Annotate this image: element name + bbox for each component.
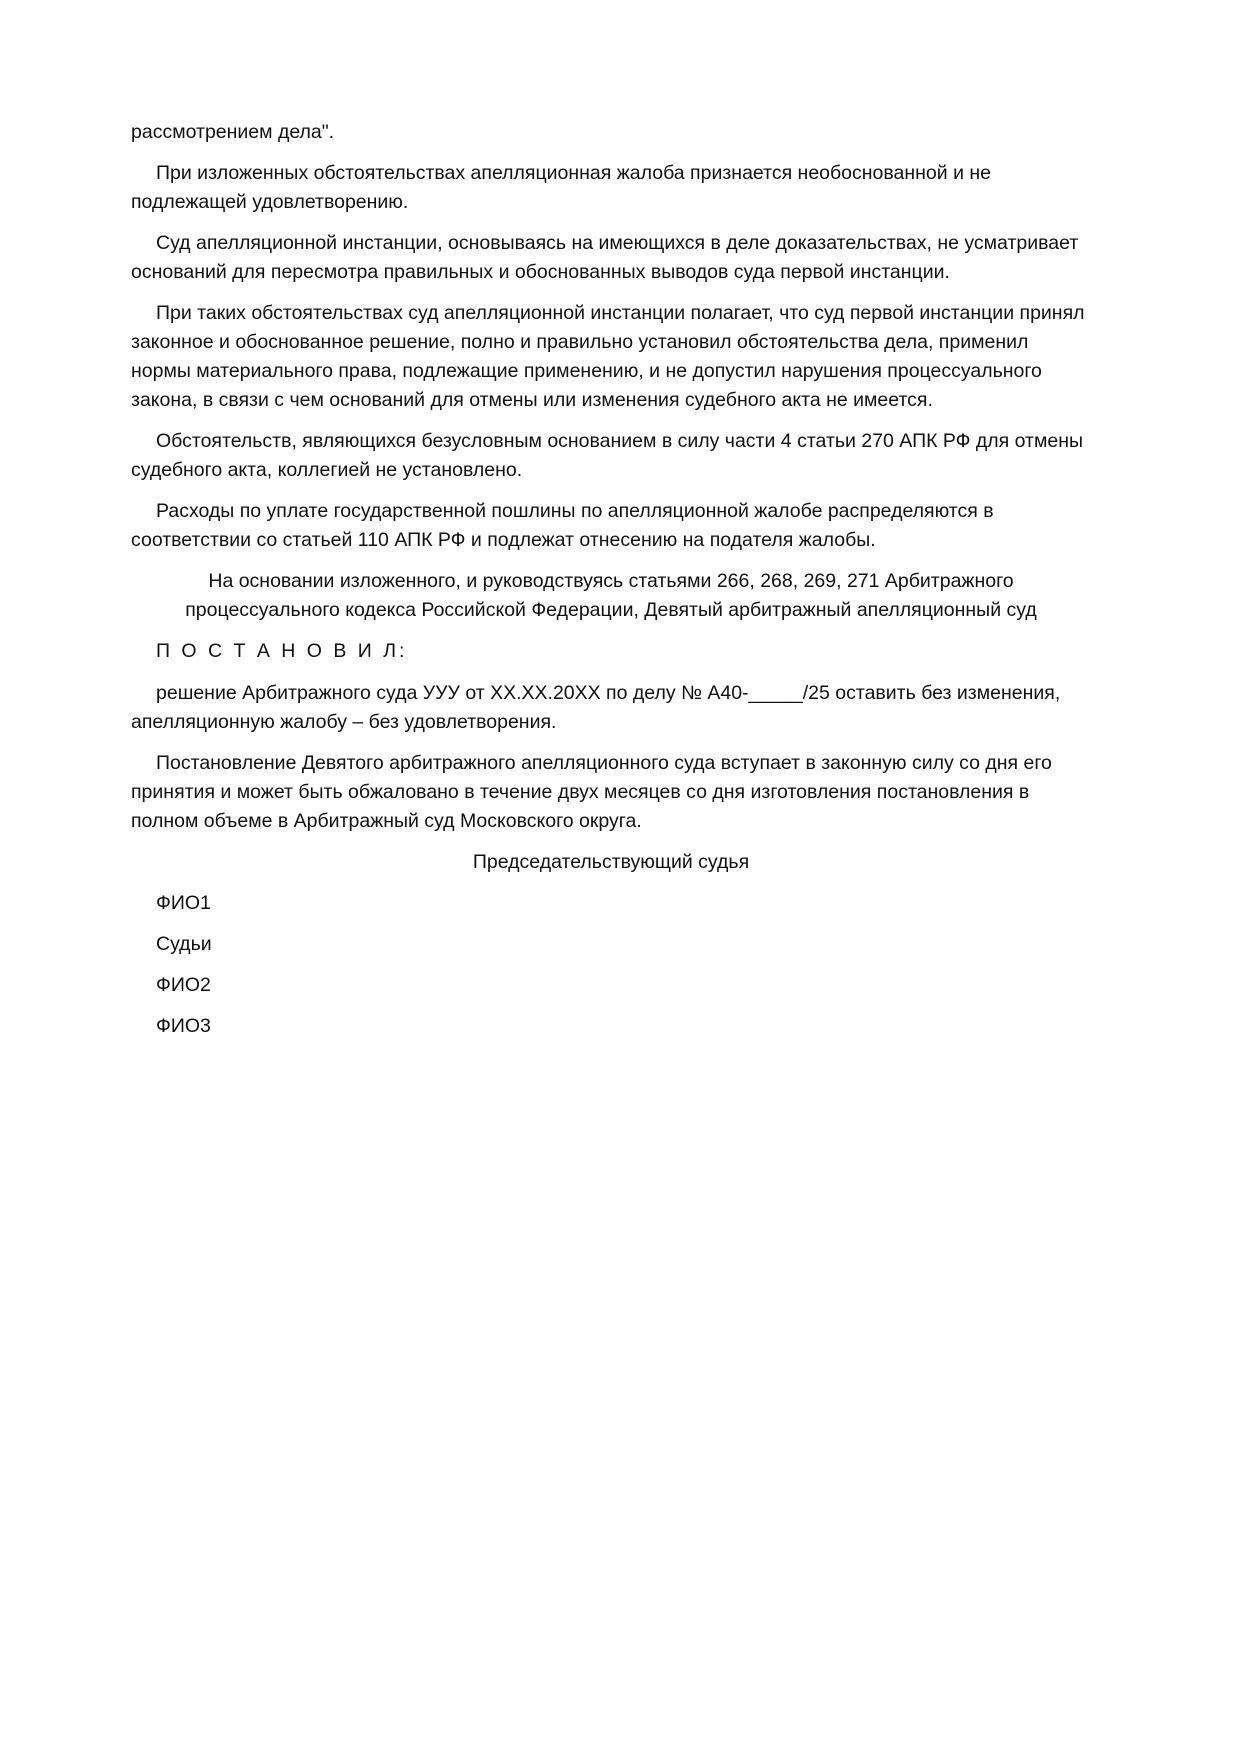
paragraph-complaint-unfounded: При изложенных обстоятельствах апелляционная жалоба признается необоснованной и не подлежащей удовлетворению. — [131, 162, 991, 213]
paragraph-state-fee: Расходы по уплате государственной пошлины по апелляционной жалобе распределяются в соответствии со статьей 110 АПК РФ и подлежат отнесению на подателя жалобы. — [131, 500, 994, 551]
decree-heading: П О С Т А Н О В И Л: — [156, 640, 408, 662]
paragraph-unconditional-grounds: Обстоятельств, являющихся безусловным основанием в силу части 4 статьи 270 АПК РФ для отмены судебного акта, коллегией не установлено. — [131, 430, 1084, 481]
paragraph-no-grounds-review: Суд апелляционной инстанции, основываясь на имеющихся в деле доказательствах, не усматривает оснований для пересмотра правильных и обоснованных выводов суда первой инстанции. — [131, 232, 1079, 283]
judge-name-2: ФИО2 — [156, 974, 211, 996]
paragraph-lawful-decision: При таких обстоятельствах суд апелляционной инстанции полагает, что суд первой инстанции принял законное и обоснованное решение, полно и правильно установил обстоятельства дела, применил нормы материального права, подлежащие применению, и не допустил нарушения процессуального закона, в связи с чем оснований для отмены или изменения судебного акта не имеется. — [131, 302, 1085, 411]
paragraph-entry-into-force: Постановление Девятого арбитражного апелляционного суда вступает в законную силу со дня его принятия и может быть обжаловано в течение двух месяцев со дня изготовления постановления в полном объеме в Арбитражный суд Московского округа. — [131, 752, 1052, 832]
document-body — [131, 118, 1091, 1053]
presiding-judge-title: Председательствующий судья — [472, 851, 750, 873]
paragraph-continuation: рассмотрением дела". — [131, 121, 335, 143]
presiding-judge-name: ФИО1 — [156, 892, 211, 914]
judges-title: Судьи — [156, 933, 212, 955]
judge-name-3: ФИО3 — [156, 1015, 211, 1037]
paragraph-ruling: решение Арбитражного суда УУУ от XX.XX.20XX по делу № А40-_____/25 оставить без изменения, апелляционную жалобу – без удовлетворения. — [131, 682, 1061, 733]
paragraph-legal-basis: На основании изложенного, и руководствуясь статьями 266, 268, 269, 271 Арбитражного процессуального кодекса Российской Федерации, Девятый арбитражный апелляционный суд — [185, 570, 1037, 621]
